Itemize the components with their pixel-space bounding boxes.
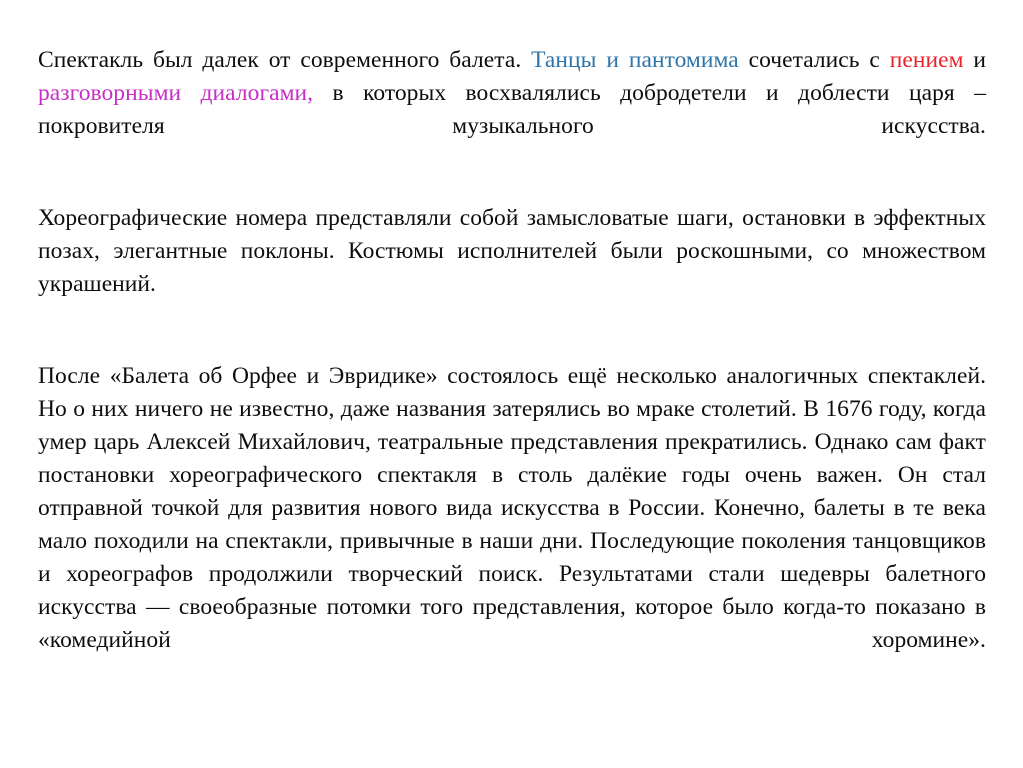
paragraph-1-segment-plain-4: в которых восхвалялись добродетели и доблести царя – покровителя музыкального искусства. (38, 80, 986, 139)
paragraph-1 (38, 44, 986, 176)
paragraph-1-segment-plain-2: сочетались с (738, 47, 890, 73)
paragraph-1-segment-plain-1: Спектакль был далек от современного балета. (38, 47, 532, 73)
paragraph-1-highlight-magenta: разговорными диалогами, (38, 80, 314, 106)
paragraph-1-highlight-red: пением (889, 47, 964, 73)
paragraph-2: Хореографические номера представляли собой замысловатые шаги, остановки в эффектных позах, элегантные поклоны. Костюмы исполнителей были роскошными, со множеством украшений. (38, 205, 986, 297)
paragraph-1-highlight-blue: Танцы и пантомима (531, 47, 739, 73)
paragraph-1-segment-plain-3: и (963, 47, 986, 73)
slide-text-body (38, 44, 986, 690)
paragraph-3: После «Балета об Орфее и Эвридике» состоялось ещё несколько аналогичных спектаклей. Но о них ничего не известно, даже названия затерялись во мраке столетий. В 1676 году, когда умер царь Алексей Михайлович, театральные представления прекратились. Однако сам факт постановки хореографического спектакля в столь далёкие годы очень важен. Он стал отправной точкой для развития нового вида искусства в России. Конечно, балеты в те века мало походили на спектакли, привычные в наши дни. Последующие поколения танцовщиков и хореографов продолжили творческий поиск. Результатами стали шедевры балетного искусства — своеобразные потомки того представления, которое было когда-то показано в «комедийной хоромине». (38, 363, 986, 653)
